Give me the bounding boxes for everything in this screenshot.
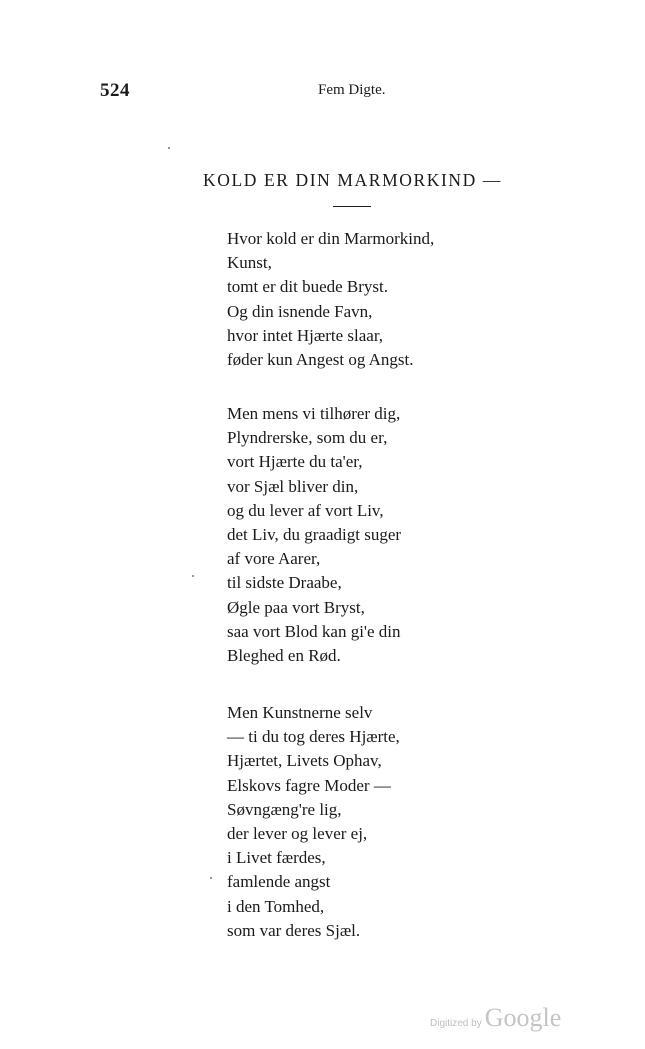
- verse-line: Øgle paa vort Bryst,: [227, 597, 365, 617]
- verse-line: tomt er dit buede Bryst.: [227, 277, 389, 297]
- verse-line: Hvor kold er din Marmorkind,: [227, 229, 435, 248]
- verse-line: Men mens vi tilhører dig,: [227, 404, 401, 423]
- verse-line: og du lever af vort Liv,: [227, 500, 384, 520]
- verse-line: vor Sjæl bliver din,: [227, 476, 359, 496]
- digitized-by-google-watermark: [430, 1003, 561, 1033]
- verse-line: i den Tomhed,: [227, 896, 325, 916]
- verse-line: i Livet færdes,: [227, 848, 326, 868]
- verse-line: vort Hjærte du ta'er,: [227, 452, 363, 472]
- stanza-2: [227, 402, 401, 668]
- verse-line: Og din isnende Favn,: [227, 301, 373, 321]
- verse-line: som var deres Sjæl.: [227, 920, 361, 940]
- watermark-digitized-by: Digitized by: [430, 1018, 482, 1029]
- scan-speck: [192, 575, 194, 577]
- verse-line: famlende angst: [227, 872, 331, 892]
- scan-speck: [168, 147, 170, 149]
- running-head: Fem Digte.: [318, 82, 386, 98]
- verse-line: Hjærtet, Livets Ophav,: [227, 751, 382, 771]
- title-rule: [333, 206, 371, 207]
- stanza-1: [227, 227, 434, 372]
- stanza-3: [227, 701, 400, 943]
- verse-line: føder kun Angest og Angst.: [227, 350, 414, 370]
- verse-line: Men Kunstnerne selv: [227, 703, 373, 722]
- google-logo: Google: [484, 1003, 562, 1032]
- verse-line: hvor intet Hjærte slaar,: [227, 325, 384, 345]
- verse-line: til sidste Draabe,: [227, 573, 342, 593]
- verse-line: saa vort Blod kan gi'e din: [227, 621, 401, 641]
- page-number: 524: [100, 80, 130, 101]
- verse-line: det Liv, du graadigt suger: [227, 525, 402, 545]
- verse-line: — ti du tog deres Hjærte,: [227, 727, 400, 747]
- poem-title: KOLD ER DIN MARMORKIND —: [203, 170, 502, 190]
- verse-line: Søvngæng're lig,: [227, 799, 342, 819]
- verse-line: Elskovs fagre Moder —: [227, 775, 391, 795]
- verse-line: Plyndrerske, som du er,: [227, 428, 388, 448]
- verse-line: Kunst,: [227, 253, 272, 273]
- scan-speck: [210, 877, 212, 879]
- verse-line: af vore Aarer,: [227, 549, 321, 569]
- verse-line: Bleghed en Rød.: [227, 646, 341, 666]
- verse-line: der lever og lever ej,: [227, 824, 368, 844]
